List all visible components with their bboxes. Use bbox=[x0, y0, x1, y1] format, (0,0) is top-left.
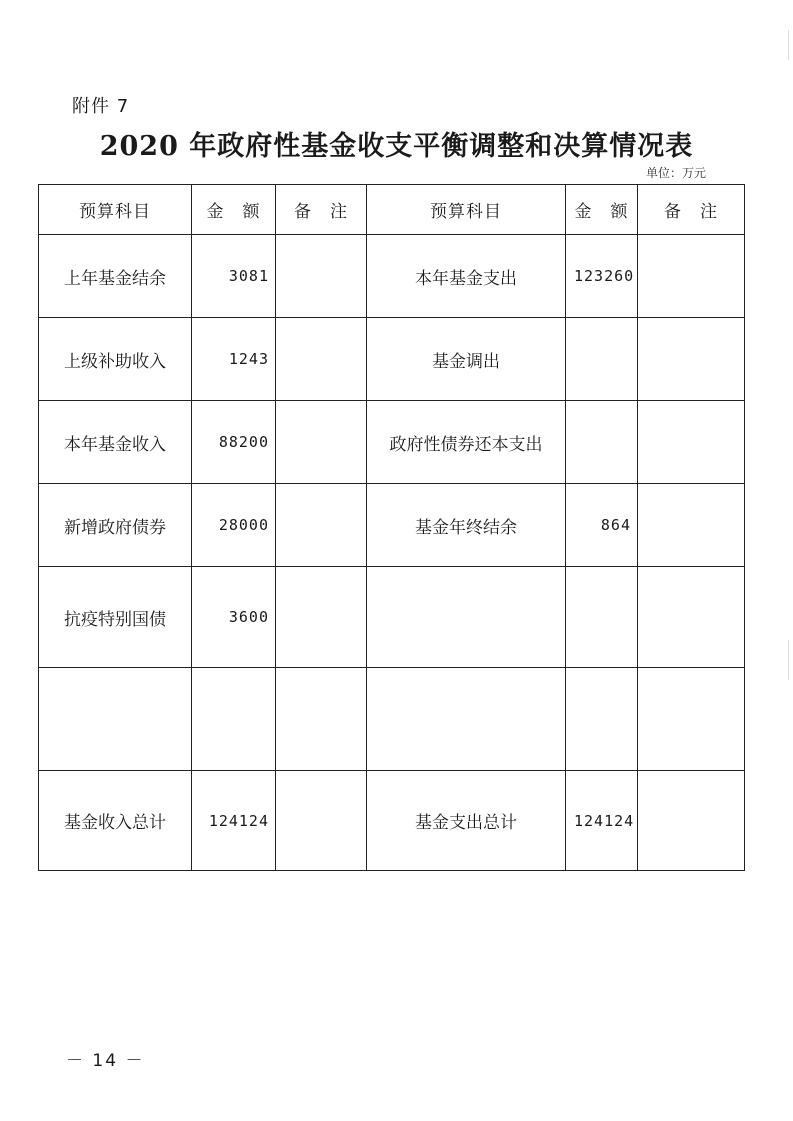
right-amount-cell bbox=[566, 567, 638, 668]
left-item-cell bbox=[39, 668, 192, 771]
scan-margin-mark bbox=[788, 30, 789, 60]
right-amount-cell bbox=[566, 668, 638, 771]
header-right-amount: 金 额 bbox=[566, 185, 638, 235]
left-item-cell: 上级补助收入 bbox=[39, 318, 192, 401]
header-left-note: 备 注 bbox=[276, 185, 367, 235]
page-number: － 14 － bbox=[66, 1051, 145, 1071]
left-note-cell bbox=[276, 668, 367, 771]
left-amount-cell: 3600 bbox=[192, 567, 276, 668]
header-right-note: 备 注 bbox=[638, 185, 745, 235]
left-amount-cell: 28000 bbox=[192, 484, 276, 567]
left-item-cell: 本年基金收入 bbox=[39, 401, 192, 484]
right-item-cell: 本年基金支出 bbox=[367, 235, 566, 318]
unit-label: 单位：万元 bbox=[645, 166, 706, 180]
left-total-amount-cell: 124124 bbox=[192, 771, 276, 871]
left-amount-cell: 1243 bbox=[192, 318, 276, 401]
left-amount-cell bbox=[192, 668, 276, 771]
right-note-cell bbox=[638, 668, 745, 771]
left-item-cell: 新增政府债券 bbox=[39, 484, 192, 567]
table-row bbox=[39, 401, 745, 484]
table-row bbox=[39, 235, 745, 318]
left-total-item-cell: 基金收入总计 bbox=[39, 771, 192, 871]
scan-margin-mark bbox=[788, 640, 789, 680]
left-total-note-cell bbox=[276, 771, 367, 871]
right-total-note-cell bbox=[638, 771, 745, 871]
budget-table bbox=[38, 184, 745, 871]
right-note-cell bbox=[638, 401, 745, 484]
left-item-cell: 抗疫特别国债 bbox=[39, 567, 192, 668]
left-amount-cell: 3081 bbox=[192, 235, 276, 318]
left-note-cell bbox=[276, 401, 367, 484]
table-total-row bbox=[39, 771, 745, 871]
right-amount-cell: 123260 bbox=[566, 235, 638, 318]
right-note-cell bbox=[638, 318, 745, 401]
table-header-row bbox=[39, 185, 745, 235]
right-note-cell bbox=[638, 567, 745, 668]
left-note-cell bbox=[276, 318, 367, 401]
header-left-item: 预算科目 bbox=[39, 185, 192, 235]
right-amount-cell bbox=[566, 401, 638, 484]
right-item-cell: 基金调出 bbox=[367, 318, 566, 401]
right-item-cell bbox=[367, 567, 566, 668]
left-amount-cell: 88200 bbox=[192, 401, 276, 484]
attachment-label: 附件 7 bbox=[72, 96, 130, 117]
table-row bbox=[39, 567, 745, 668]
left-note-cell bbox=[276, 484, 367, 567]
right-item-cell: 政府性债券还本支出 bbox=[367, 401, 566, 484]
right-item-cell bbox=[367, 668, 566, 771]
right-amount-cell: 864 bbox=[566, 484, 638, 567]
right-amount-cell bbox=[566, 318, 638, 401]
left-item-cell: 上年基金结余 bbox=[39, 235, 192, 318]
table-row bbox=[39, 484, 745, 567]
right-total-item-cell: 基金支出总计 bbox=[367, 771, 566, 871]
right-note-cell bbox=[638, 484, 745, 567]
left-note-cell bbox=[276, 567, 367, 668]
right-total-amount-cell: 124124 bbox=[566, 771, 638, 871]
left-note-cell bbox=[276, 235, 367, 318]
header-right-item: 预算科目 bbox=[367, 185, 566, 235]
right-note-cell bbox=[638, 235, 745, 318]
right-item-cell: 基金年终结余 bbox=[367, 484, 566, 567]
table-row bbox=[39, 668, 745, 771]
header-left-amount: 金 额 bbox=[192, 185, 276, 235]
page-title: 2020 年政府性基金收支平衡调整和决算情况表 bbox=[99, 131, 694, 162]
table-row bbox=[39, 318, 745, 401]
